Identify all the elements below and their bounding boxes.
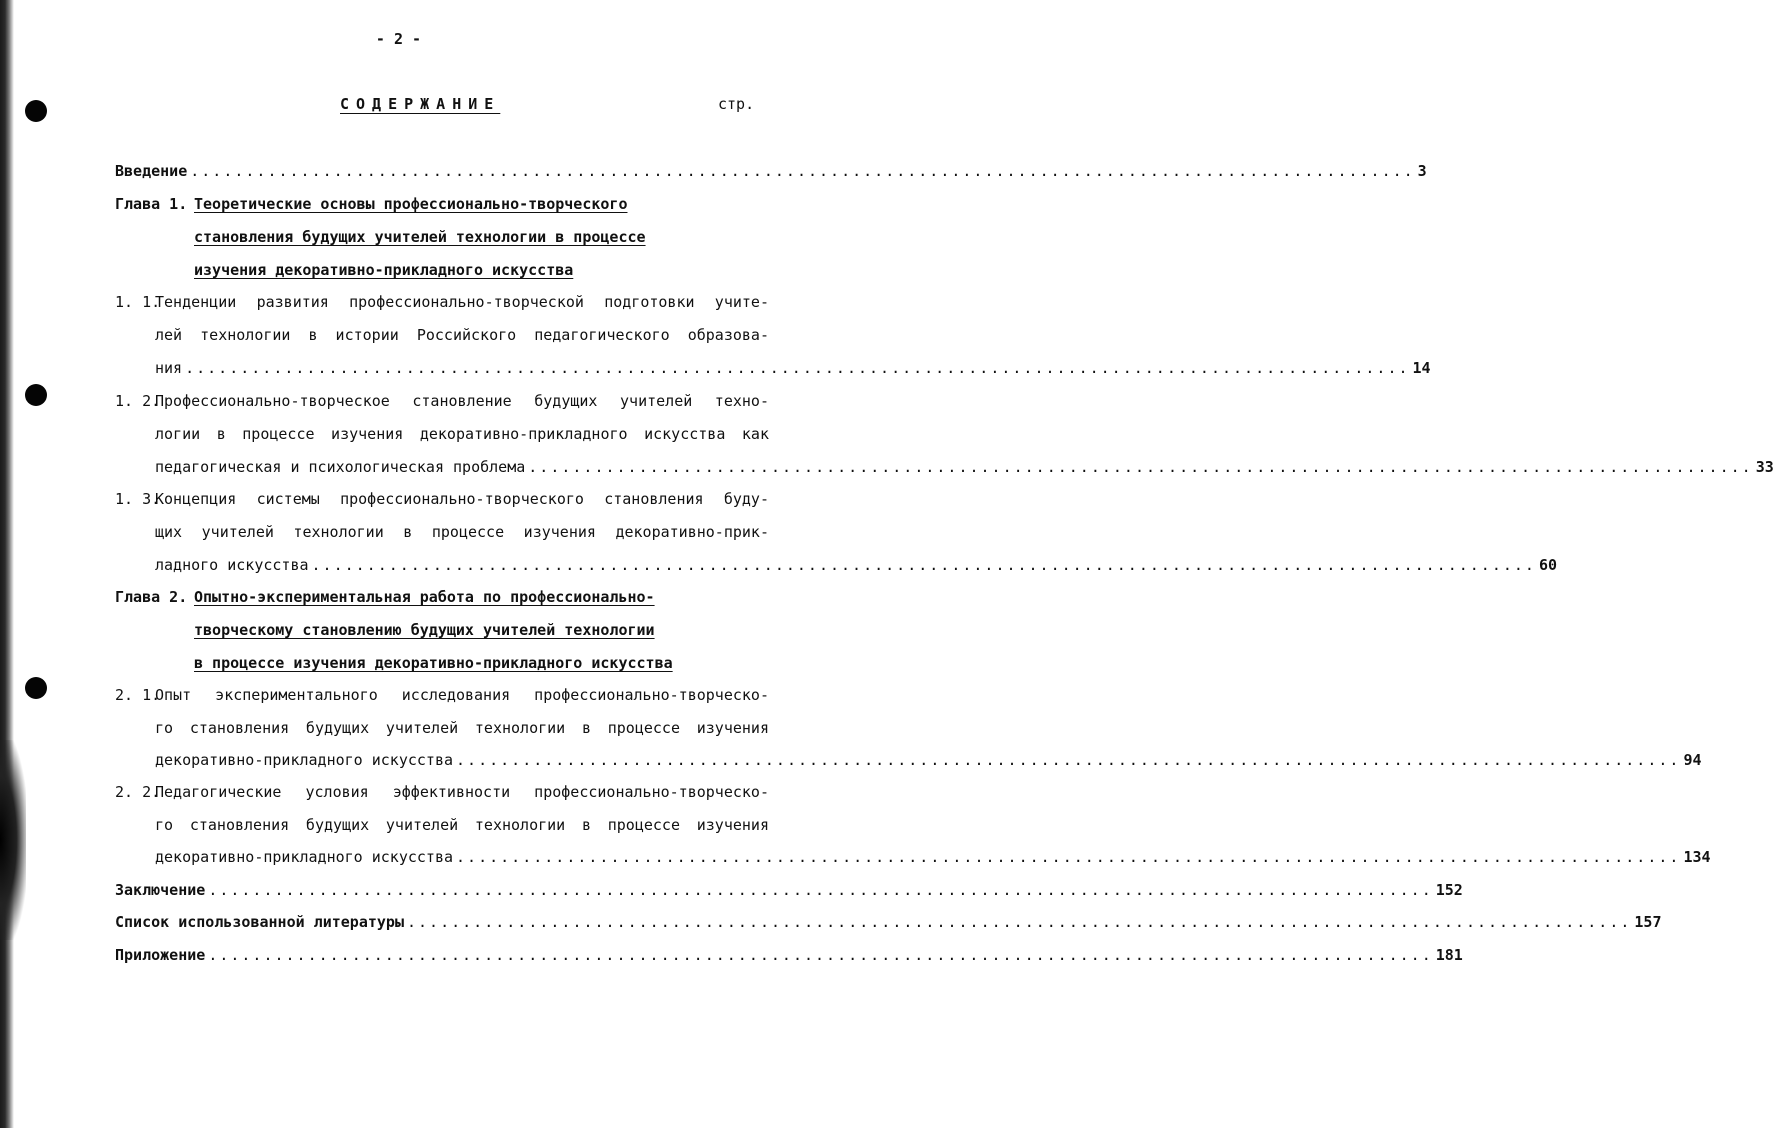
section-line: Опыт экспериментального исследования профессионально-творческо-: [155, 686, 769, 704]
toc-entry-label: Введение: [115, 162, 188, 180]
section-line: Педагогические условия эффективности профессионально-творческо-: [155, 783, 769, 801]
section-last-line: [155, 848, 1711, 866]
punch-hole: [25, 384, 47, 406]
section-number: 2. 1.: [115, 686, 161, 704]
leader-dots: ...............................................................................................................: [208, 946, 1433, 964]
toc-title: СОДЕРЖАНИЕ: [340, 95, 501, 113]
toc-entry-page: 3: [1417, 162, 1427, 180]
chapter2-title-line: Опытно-экспериментальная работа по профессионально-: [194, 588, 655, 606]
leader-dots: ...............................................................................................................: [456, 751, 1681, 769]
punch-hole: [25, 677, 47, 699]
section-number: 2. 2.: [115, 783, 161, 801]
section-line: логии в процессе изучения декоративно-прикладного искусства как: [155, 425, 769, 443]
section-line: декоративно-прикладного искусства: [155, 848, 454, 866]
section-line: Профессионально-творческое становление будущих учителей техно-: [155, 392, 769, 410]
toc-entry-page: 14: [1412, 359, 1431, 377]
chapter2-title-line: в процессе изучения декоративно-прикладного искусства: [194, 654, 673, 672]
section-line: щих учителей технологии в процессе изучения декоративно-прик-: [155, 523, 769, 541]
toc-entry-page: 181: [1435, 946, 1463, 964]
section-line: го становления будущих учителей технологии в процессе изучения: [155, 816, 769, 834]
section-number: 1. 2.: [115, 392, 161, 410]
toc-entry-page: 60: [1538, 556, 1558, 574]
section-line: го становления будущих учителей технологии в процессе изучения: [155, 719, 769, 737]
section-last-line: [155, 556, 1558, 574]
toc-entry-page: 134: [1683, 848, 1711, 866]
leader-dots: ...............................................................................................................: [190, 162, 1415, 180]
toc-entry-page: 33: [1755, 458, 1774, 476]
chapter1-title-line: Теоретические основы профессионально-творческого: [194, 195, 628, 213]
chapter1-title-line: изучения декоративно-прикладного искусства: [194, 261, 574, 279]
toc-entry-appendix: [115, 946, 1463, 964]
toc-entry-label: Список использованной литературы: [115, 913, 404, 931]
section-line: декоративно-прикладного искусства: [155, 751, 454, 769]
page-column-label: стр.: [718, 95, 755, 113]
toc-entry-page: 157: [1634, 913, 1662, 931]
toc-entry-conclusion: [115, 881, 1463, 899]
section-line: Концепция системы профессионально-творческого становления буду-: [155, 490, 769, 508]
section-last-line: [155, 359, 1431, 377]
toc-entry-references: [115, 913, 1662, 931]
section-line: лей технологии в истории Российского педагогического образова-: [155, 326, 769, 344]
section-line: Тенденции развития профессионально-творческой подготовки учите-: [155, 293, 769, 311]
scan-smudge: [0, 740, 26, 940]
punch-hole: [25, 100, 47, 122]
leader-dots: ...............................................................................................................: [528, 458, 1753, 476]
toc-entry-page: 94: [1683, 751, 1702, 769]
leader-dots: ...............................................................................................................: [311, 556, 1536, 574]
chapter2-title-line: творческому становлению будущих учителей технологии: [194, 621, 655, 639]
leader-dots: ...............................................................................................................: [406, 913, 1632, 931]
section-number: 1. 1.: [115, 293, 161, 311]
toc-entry-label: Приложение: [115, 946, 206, 964]
leader-dots: ...............................................................................................................: [185, 359, 1410, 377]
section-line: педагогическая и психологическая проблема: [155, 458, 526, 476]
toc-entry-page: 152: [1435, 881, 1463, 899]
leader-dots: ...............................................................................................................: [456, 848, 1681, 866]
section-number: 1. 3.: [115, 490, 161, 508]
section-line: ладного искусства: [155, 556, 309, 574]
page-number: - 2 -: [375, 30, 422, 48]
toc-entry-label: Заключение: [115, 881, 206, 899]
section-last-line: [155, 458, 1774, 476]
leader-dots: ...............................................................................................................: [208, 881, 1433, 899]
chapter1-prefix: Глава 1.: [115, 195, 188, 213]
chapter2-prefix: Глава 2.: [115, 588, 188, 606]
scan-edge-shadow: [0, 0, 14, 1128]
section-line: ния: [155, 359, 183, 377]
chapter1-title-line: становления будущих учителей технологии в процессе: [194, 228, 646, 246]
section-last-line: [155, 751, 1702, 769]
toc-entry-intro: [115, 162, 1427, 180]
